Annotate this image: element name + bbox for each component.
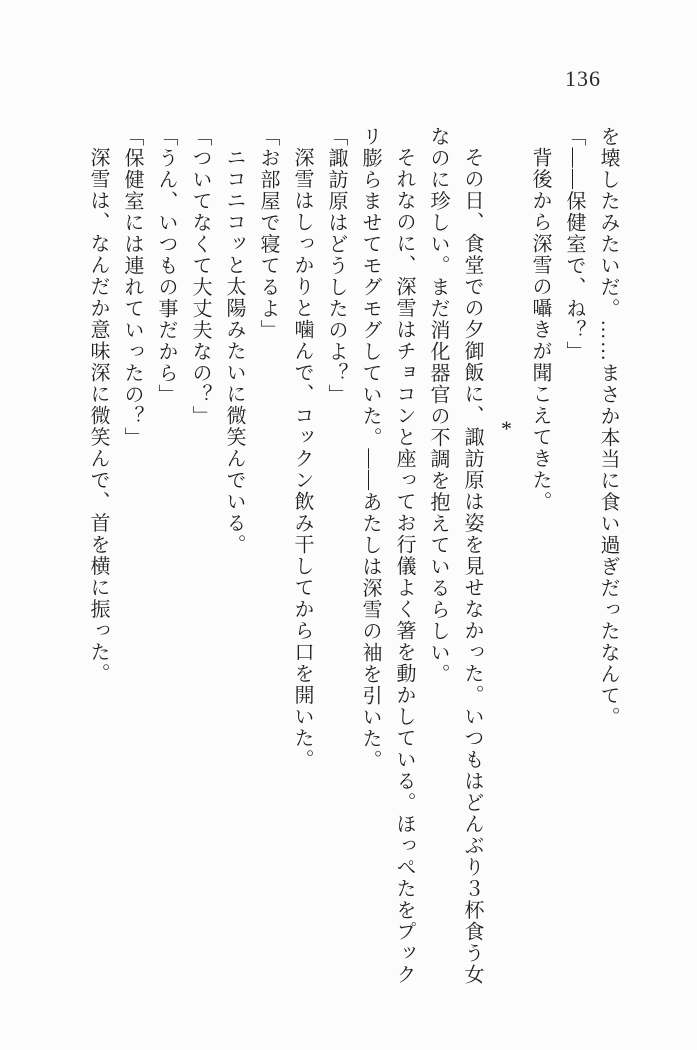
text-line: 「うん、いつもの事だから」 (155, 126, 177, 406)
text-line: 「保健室には連れていったの？」 (121, 126, 143, 449)
section-break-mark: * (494, 416, 519, 443)
page-number: 136 (565, 66, 601, 91)
text-line: リ膨らませてモグモグしていた。——あたしは深雪の袖を引いた。 (359, 126, 381, 771)
text-line: 深雪は、なんだか意味深に微笑んで、首を横に振った。 (87, 147, 109, 685)
text-block (81, 126, 625, 998)
text-line: を壊したみたいだ。……まさか本当に食い過ぎだったなんて。 (597, 126, 619, 728)
text-line: 「ついてなくて大丈夫なの？」 (189, 126, 211, 427)
text-line: 「——保健室で、ね？」 (563, 126, 585, 363)
text-line: 背後から深雪の囁きが聞こえてきた。 (529, 147, 551, 513)
text-line: それなのに、深雪はチョコンと座ってお行儀よく箸を動かしている。ほっぺたをプック (393, 147, 415, 986)
text-line: ニコニコッと太陽みたいに微笑んでいる。 (223, 147, 245, 556)
text-line: なのに珍しい。まだ消化器官の不調を抱えているらしい。 (427, 126, 449, 685)
text-line: その日、食堂での夕御飯に、諏訪原は姿を見せなかった。いつもはどんぶり３杯食う女 (461, 147, 483, 986)
text-line: 「諏訪原はどうしたのよ？」 (325, 126, 347, 406)
text-line: 深雪はしっかりと噛んで、コックン飲み干してから口を開いた。 (291, 147, 313, 771)
text-line: 「お部屋で寝てるよ」 (257, 126, 279, 341)
